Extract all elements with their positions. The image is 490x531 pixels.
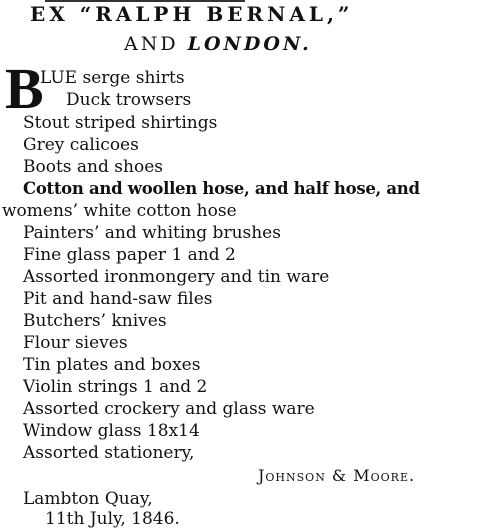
item-line: Fine glass paper 1 and 2 — [23, 245, 236, 265]
item-line: Flour sieves — [23, 333, 128, 353]
headline: EX “RALPH BERNAL,” — [30, 2, 354, 26]
subhead — [124, 32, 312, 56]
item-line: Cotton and woollen hose, and half hose, and — [23, 179, 420, 198]
item-line: Pit and hand-saw files — [23, 289, 213, 309]
item-line: Window glass 18x14 — [23, 421, 200, 441]
item-line: LUE serge shirts — [40, 68, 185, 88]
item-line: Violin strings 1 and 2 — [23, 377, 208, 397]
item-line: Boots and shoes — [23, 157, 163, 177]
item-line: Duck trowsers — [66, 90, 192, 110]
item-line: Assorted crockery and glass ware — [23, 399, 315, 419]
subhead-and: AND — [124, 33, 179, 55]
item-line: Tin plates and boxes — [23, 355, 201, 375]
item-line: Grey calicoes — [23, 135, 139, 155]
item-line: Stout striped shirtings — [23, 113, 218, 133]
item-line: Assorted ironmongery and tin ware — [23, 267, 330, 287]
item-line: Painters’ and whiting brushes — [23, 223, 281, 243]
item-line: womens’ white cotton hose — [2, 201, 237, 221]
drop-cap: B — [5, 56, 44, 121]
signature: Johnson & Moore. — [258, 466, 416, 485]
subhead-origin: LONDON. — [187, 33, 312, 55]
item-line: Butchers’ knives — [23, 311, 167, 331]
address-date: 11th July, 1846. — [45, 509, 180, 529]
address-place: Lambton Quay, — [23, 489, 153, 509]
item-line: Assorted stationery, — [23, 443, 195, 463]
